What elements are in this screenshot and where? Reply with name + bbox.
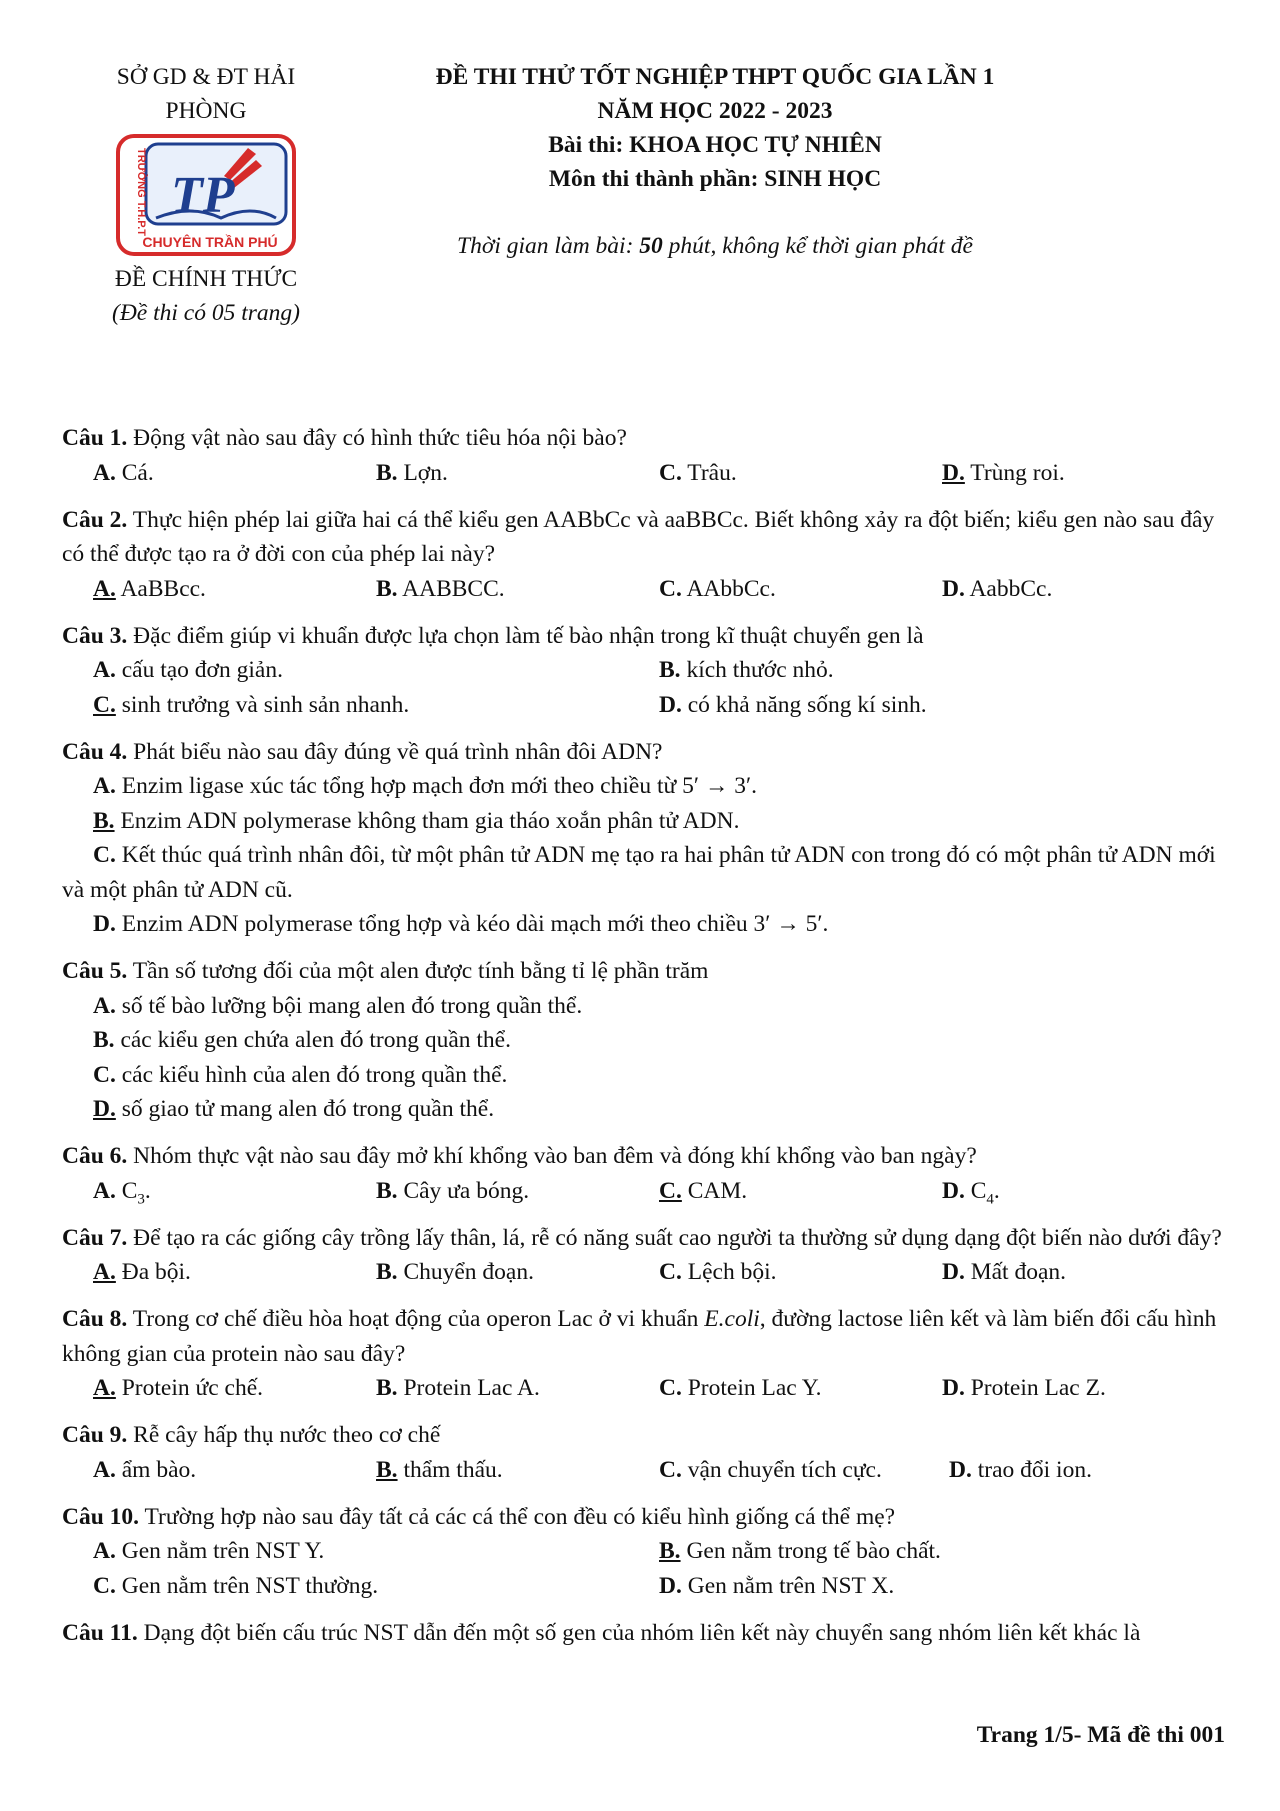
- question-8: Câu 8. Trong cơ chế điều hòa hoạt động của operon Lac ở vi khuẩn E.coli, đường lactose liên kết và làm biến đổi cấu hình không gian của protein nào sau đây? A. Protein ức chế. B. Protein Lac A. C. Protein Lac Y. D. Protein Lac Z.: [62, 1302, 1232, 1406]
- time-value: 50: [639, 233, 663, 259]
- option-b: B. Protein Lac A.: [376, 1375, 540, 1401]
- option-b: B. Gen nằm trong tế bào chất.: [659, 1538, 941, 1564]
- option-a: A. $C_3$.: [93, 1177, 151, 1208]
- option-a: A. Đa bội.: [93, 1259, 191, 1285]
- option-c: C. Trâu.: [659, 459, 737, 486]
- school-year: NĂM HỌC 2022 - 2023: [597, 98, 833, 124]
- question-1: Câu 1. Động vật nào sau đây có hình thức tiêu hóa nội bào? A. Cá. B. Lợn. C. Trâu. D. Trùng roi.: [62, 421, 1232, 490]
- department-line-2: PHÒNG: [165, 98, 247, 124]
- option-c: C. vận chuyển tích cực.: [659, 1456, 882, 1483]
- question-10: Câu 10. Trường hợp nào sau đây tất cả các cá thể con đều có kiểu hình giống cá thể mẹ? A. Gen nằm trên NST Y. B. Gen nằm trong tế bào chất. C. Gen nằm trên NST thường. D. Gen nằm trên NST X.: [62, 1500, 1232, 1604]
- question-9: Câu 9. Rễ cây hấp thụ nước theo cơ chế A. ẩm bào. B. thẩm thấu. C. vận chuyển tích cực. D. trao đổi ion.: [62, 1418, 1232, 1487]
- option-d: D. số giao tử mang alen đó trong quần thể.: [93, 1096, 495, 1122]
- question-2: Câu 2. Thực hiện phép lai giữa hai cá thể kiểu gen AABbCc và aaBBCc. Biết không xảy ra đột biến; kiểu gen nào sau đây có thể được tạo ra ở đời con của phép lai này? A. AaBBcc. B. AABBCC. C. AAbbCc. D. AabbCc.: [62, 503, 1232, 607]
- option-b: B. Cây ưa bóng.: [376, 1177, 530, 1204]
- option-d: D. AabbCc.: [942, 575, 1053, 602]
- header-left: [86, 60, 326, 330]
- time-limit: Thời gian làm bài: 50 phút, không kể thời gian phát đề: [457, 233, 973, 259]
- option-a: A. cấu tạo đơn giản.: [93, 657, 283, 683]
- question-11: Câu 11. Dạng đột biến cấu trúc NST dẫn đến một số gen của nhóm liên kết này chuyển sang nhóm liên kết khác là: [62, 1619, 1141, 1646]
- option-d: D. có khả năng sống kí sinh.: [659, 691, 927, 718]
- option-d: D. Trùng roi.: [942, 459, 1065, 486]
- option-c: C. các kiểu hình của alen đó trong quần thể.: [93, 1061, 508, 1088]
- question-3: Câu 3. Đặc điểm giúp vi khuẩn được lựa chọn làm tế bào nhận trong kĩ thuật chuyển gen là A. cấu tạo đơn giản. B. kích thước nhỏ. C. sinh trưởng và sinh sản nhanh. D. có khả năng sống kí sinh.: [62, 619, 1232, 723]
- question-7: Câu 7. Để tạo ra các giống cây trồng lấy thân, lá, rễ có năng suất cao người ta thường sử dụng dạng đột biến nào dưới đây? A. Đa bội. B. Chuyển đoạn. C. Lệch bội. D. Mất đoạn.: [62, 1221, 1232, 1290]
- exam-subject: Môn thi thành phần: SINH HỌC: [548, 166, 882, 192]
- option-b: B. Chuyển đoạn.: [376, 1259, 534, 1285]
- question-6: Câu 6. Nhóm thực vật nào sau đây mở khí khổng vào ban đêm và đóng khí khổng vào ban ngày? A. $C_3$. B. Cây ưa bóng. C. CAM. D. $C_4$.: [62, 1139, 1232, 1208]
- option-b: B. Enzim ADN polymerase không tham gia tháo xoắn phân tử ADN.: [93, 807, 740, 834]
- option-d: D. Mất đoạn.: [942, 1259, 1067, 1285]
- school-logo: [116, 134, 296, 256]
- option-a: A. số tế bào lưỡng bội mang alen đó trong quần thể.: [93, 992, 583, 1019]
- option-c: C. Protein Lac Y.: [659, 1375, 822, 1401]
- option-a: A. Protein ức chế.: [93, 1375, 264, 1401]
- question-5: Câu 5. Tần số tương đối của một alen được tính bằng tỉ lệ phần trăm A. số tế bào lưỡng bội mang alen đó trong quần thể. B. các kiểu gen chứa alen đó trong quần thể. C. các kiểu hình của alen đó trong quần thể. D. số giao tử mang alen đó trong quần thể.: [62, 954, 1232, 1127]
- option-c: C. AAbbCc.: [659, 575, 776, 602]
- option-b: B. thẩm thấu.: [376, 1456, 503, 1483]
- logo-vertical-text: TRƯỜNG T.H.P.T: [135, 148, 147, 236]
- option-b: B. kích thước nhỏ.: [659, 657, 834, 683]
- option-c: C. Lệch bội.: [659, 1259, 777, 1285]
- official-label: ĐỀ CHÍNH THỨC: [114, 266, 298, 292]
- option-d: D. Protein Lac Z.: [942, 1375, 1106, 1401]
- option-a: A. Gen nằm trên NST Y.: [93, 1538, 325, 1564]
- question-4: Câu 4. Phát biểu nào sau đây đúng về quá trình nhân đôi ADN? A. Enzim ligase xúc tác tổng hợp mạch đơn mới theo chiều từ 5′ → 3′. B. Enzim ADN polymerase không tham gia tháo xoắn phân tử ADN. C. Kết thúc quá trình nhân đôi, từ một phân tử ADN mẹ tạo ra hai phân tử ADN con trong đó có một phân tử ADN mới và một phân tử ADN cũ. D. Enzim ADN polymerase tổng hợp và kéo dài mạch mới theo chiều 3′ → 5′.: [62, 735, 1232, 942]
- department-line-1: SỞ GD & ĐT HẢI: [116, 64, 296, 90]
- option-c: C. CAM.: [659, 1177, 748, 1204]
- exam-subject-group: Bài thi: KHOA HỌC TỰ NHIÊN: [548, 132, 882, 158]
- option-d: D. Gen nằm trên NST X.: [659, 1572, 895, 1599]
- question-list: [62, 421, 1232, 1663]
- option-a: A. Enzim ligase xúc tác tổng hợp mạch đơn mới theo chiều từ 5′ → 3′.: [93, 773, 757, 799]
- option-d: D. $C_4$.: [942, 1177, 1000, 1208]
- option-c: C. Kết thúc quá trình nhân đôi, từ một phân tử ADN mẹ tạo ra hai phân tử ADN con trong đó có một phân tử ADN mới và một phân tử ADN cũ.: [62, 842, 1216, 903]
- header-right: [390, 60, 1040, 196]
- option-a: A. Cá.: [93, 459, 154, 486]
- option-c: C. sinh trưởng và sinh sản nhanh.: [93, 691, 410, 718]
- page-footer: Trang 1/5- Mã đề thi 001: [976, 1722, 1225, 1748]
- school-logo-graphic: [116, 134, 296, 256]
- option-b: B. các kiểu gen chứa alen đó trong quần thể.: [93, 1027, 511, 1053]
- pages-note: (Đề thi có 05 trang): [112, 300, 300, 326]
- option-b: B. Lợn.: [376, 459, 448, 486]
- exam-title: ĐỀ THI THỬ TỐT NGHIỆP THPT QUỐC GIA LẦN 1: [435, 64, 995, 90]
- option-a: A. ẩm bào.: [93, 1456, 197, 1483]
- option-c: C. Gen nằm trên NST thường.: [93, 1572, 379, 1599]
- option-d: D. trao đổi ion.: [949, 1456, 1092, 1483]
- logo-school-name: CHUYÊN TRẦN PHÚ: [142, 234, 278, 250]
- option-d: D. Enzim ADN polymerase tổng hợp và kéo dài mạch mới theo chiều 3′ → 5′.: [93, 911, 829, 937]
- logo-monogram: TP: [171, 167, 235, 224]
- option-a: A. AaBBcc.: [93, 575, 206, 602]
- option-b: B. AABBCC.: [376, 575, 505, 602]
